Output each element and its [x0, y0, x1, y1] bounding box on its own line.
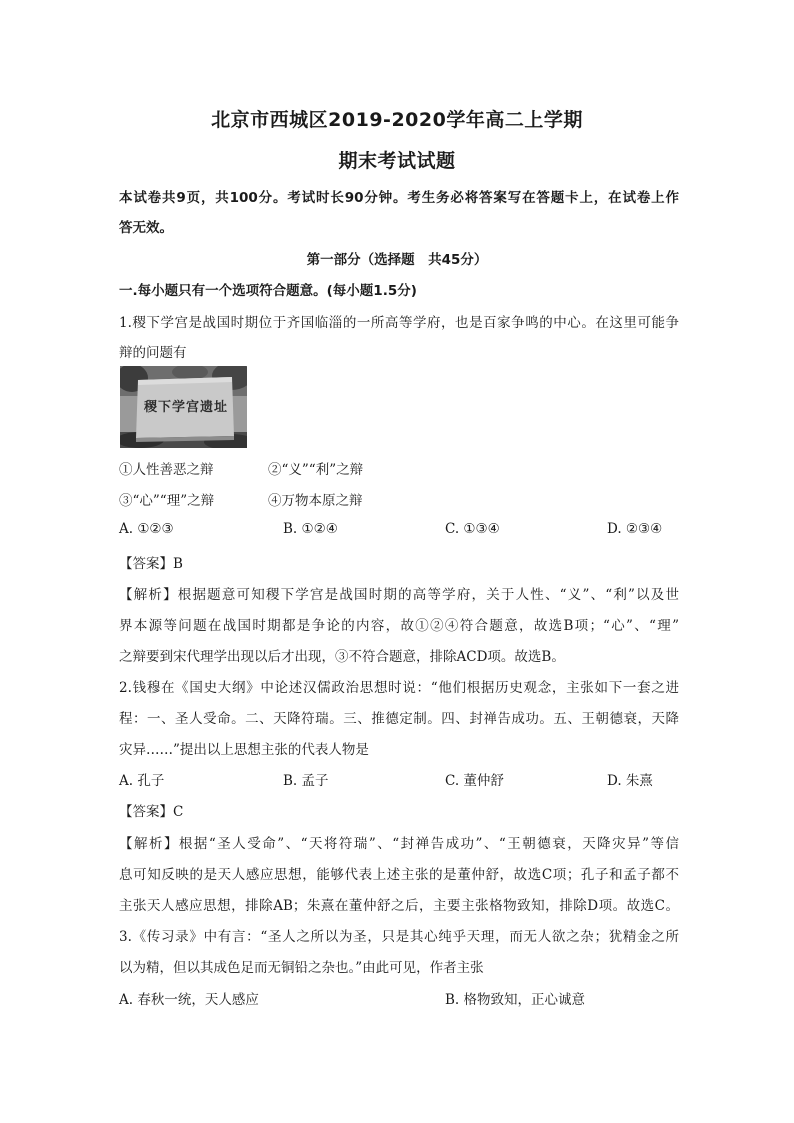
- section-subheading: 一.每小题只有一个选项符合题意。(每小题1.5分): [119, 283, 417, 299]
- exam-title-line1: 北京市西城区2019-2020学年高二上学期: [211, 109, 583, 131]
- q1-stem-line1: 1.稷下学宫是战国时期位于齐国临淄的一所高等学府，也是百家争鸣的中心。在这里可能争: [119, 315, 679, 331]
- q1-item-1: ①人性善恶之辩: [119, 462, 214, 478]
- q1-option-b: B. ①②④: [283, 521, 338, 537]
- q2-analysis-line1: 【解析】根据“圣人受命”、“天将符瑞”、“封禅告成功”、“王朝德衰，天降灾异”等信: [119, 836, 679, 852]
- q2-option-a: A. 孔子: [119, 773, 165, 789]
- exam-title-line2: 期末考试试题: [338, 150, 456, 172]
- q1-answer: 【答案】B: [119, 556, 183, 572]
- q2-stem-line2: 程：一、圣人受命。二、天降符瑞。三、推德定制。四、封禅告成功。五、王朝德衰，天降: [119, 711, 679, 727]
- q3-option-b: B. 格物致知，正心诚意: [445, 992, 586, 1008]
- q1-item-4: ④万物本原之辩: [268, 493, 363, 509]
- q2-option-d: D. 朱熹: [607, 773, 653, 789]
- section-heading: 第一部分（选择题 共45分）: [306, 252, 488, 268]
- q2-option-c: C. 董仲舒: [445, 773, 504, 789]
- q2-stem-line1: 2.钱穆在《国史大纲》中论述汉儒政治思想时说：“他们根据历史观念，主张如下一套之进: [119, 680, 679, 696]
- q1-option-a: A. ①②③: [119, 521, 174, 537]
- q1-analysis-line3: 之辩要到宋代理学出现以后才出现，③不符合题意，排除ACD项。故选B。: [119, 649, 565, 665]
- q1-item-3: ③“心”“理”之辩: [119, 493, 215, 509]
- q3-stem-line2: 以为精，但以其成色足而无铜铅之杂也。”由此可见，作者主张: [119, 960, 484, 976]
- q3-stem-line1: 3.《传习录》中有言：“圣人之所以为圣，只是其心纯乎天理，而无人欲之杂；犹精金之所: [119, 929, 679, 945]
- q2-stem-line3: 灾异……”提出以上思想主张的代表人物是: [119, 742, 369, 758]
- q1-stem-line2: 辩的问题有: [119, 345, 187, 361]
- q2-analysis-line3: 主张天人感应思想，排除AB；朱熹在董仲舒之后，主要主张格物致知，排除D项。故选C。: [119, 898, 679, 914]
- q1-analysis-line1: 【解析】根据题意可知稷下学宫是战国时期的高等学府，关于人性、“义”、“利”以及世: [119, 587, 679, 603]
- q2-answer: 【答案】C: [119, 804, 184, 820]
- q2-analysis-line2: 息可知反映的是天人感应思想，能够代表上述主张的是董仲舒，故选C项；孔子和孟子都不: [119, 867, 679, 883]
- instructions-line1: 本试卷共9页，共100分。考试时长90分钟。考生务必将答案写在答题卡上，在试卷上作: [119, 190, 679, 206]
- jixia-academy-photo: [120, 366, 247, 448]
- q1-option-d: D. ②③④: [607, 521, 663, 537]
- q2-option-b: B. 孟子: [283, 773, 329, 789]
- instructions-line2: 答无效。: [119, 220, 173, 236]
- q1-item-2: ②“义”“利”之辩: [268, 462, 364, 478]
- q1-analysis-line2: 界本源等问题在战国时期都是争论的内容，故①②④符合题意，故选B项；“心”、“理”: [119, 618, 679, 634]
- q1-option-c: C. ①③④: [445, 521, 500, 537]
- q3-option-a: A. 春秋一统，天人感应: [119, 992, 259, 1008]
- jixia-academy-inscription: 稷下学宫遗址: [143, 400, 228, 415]
